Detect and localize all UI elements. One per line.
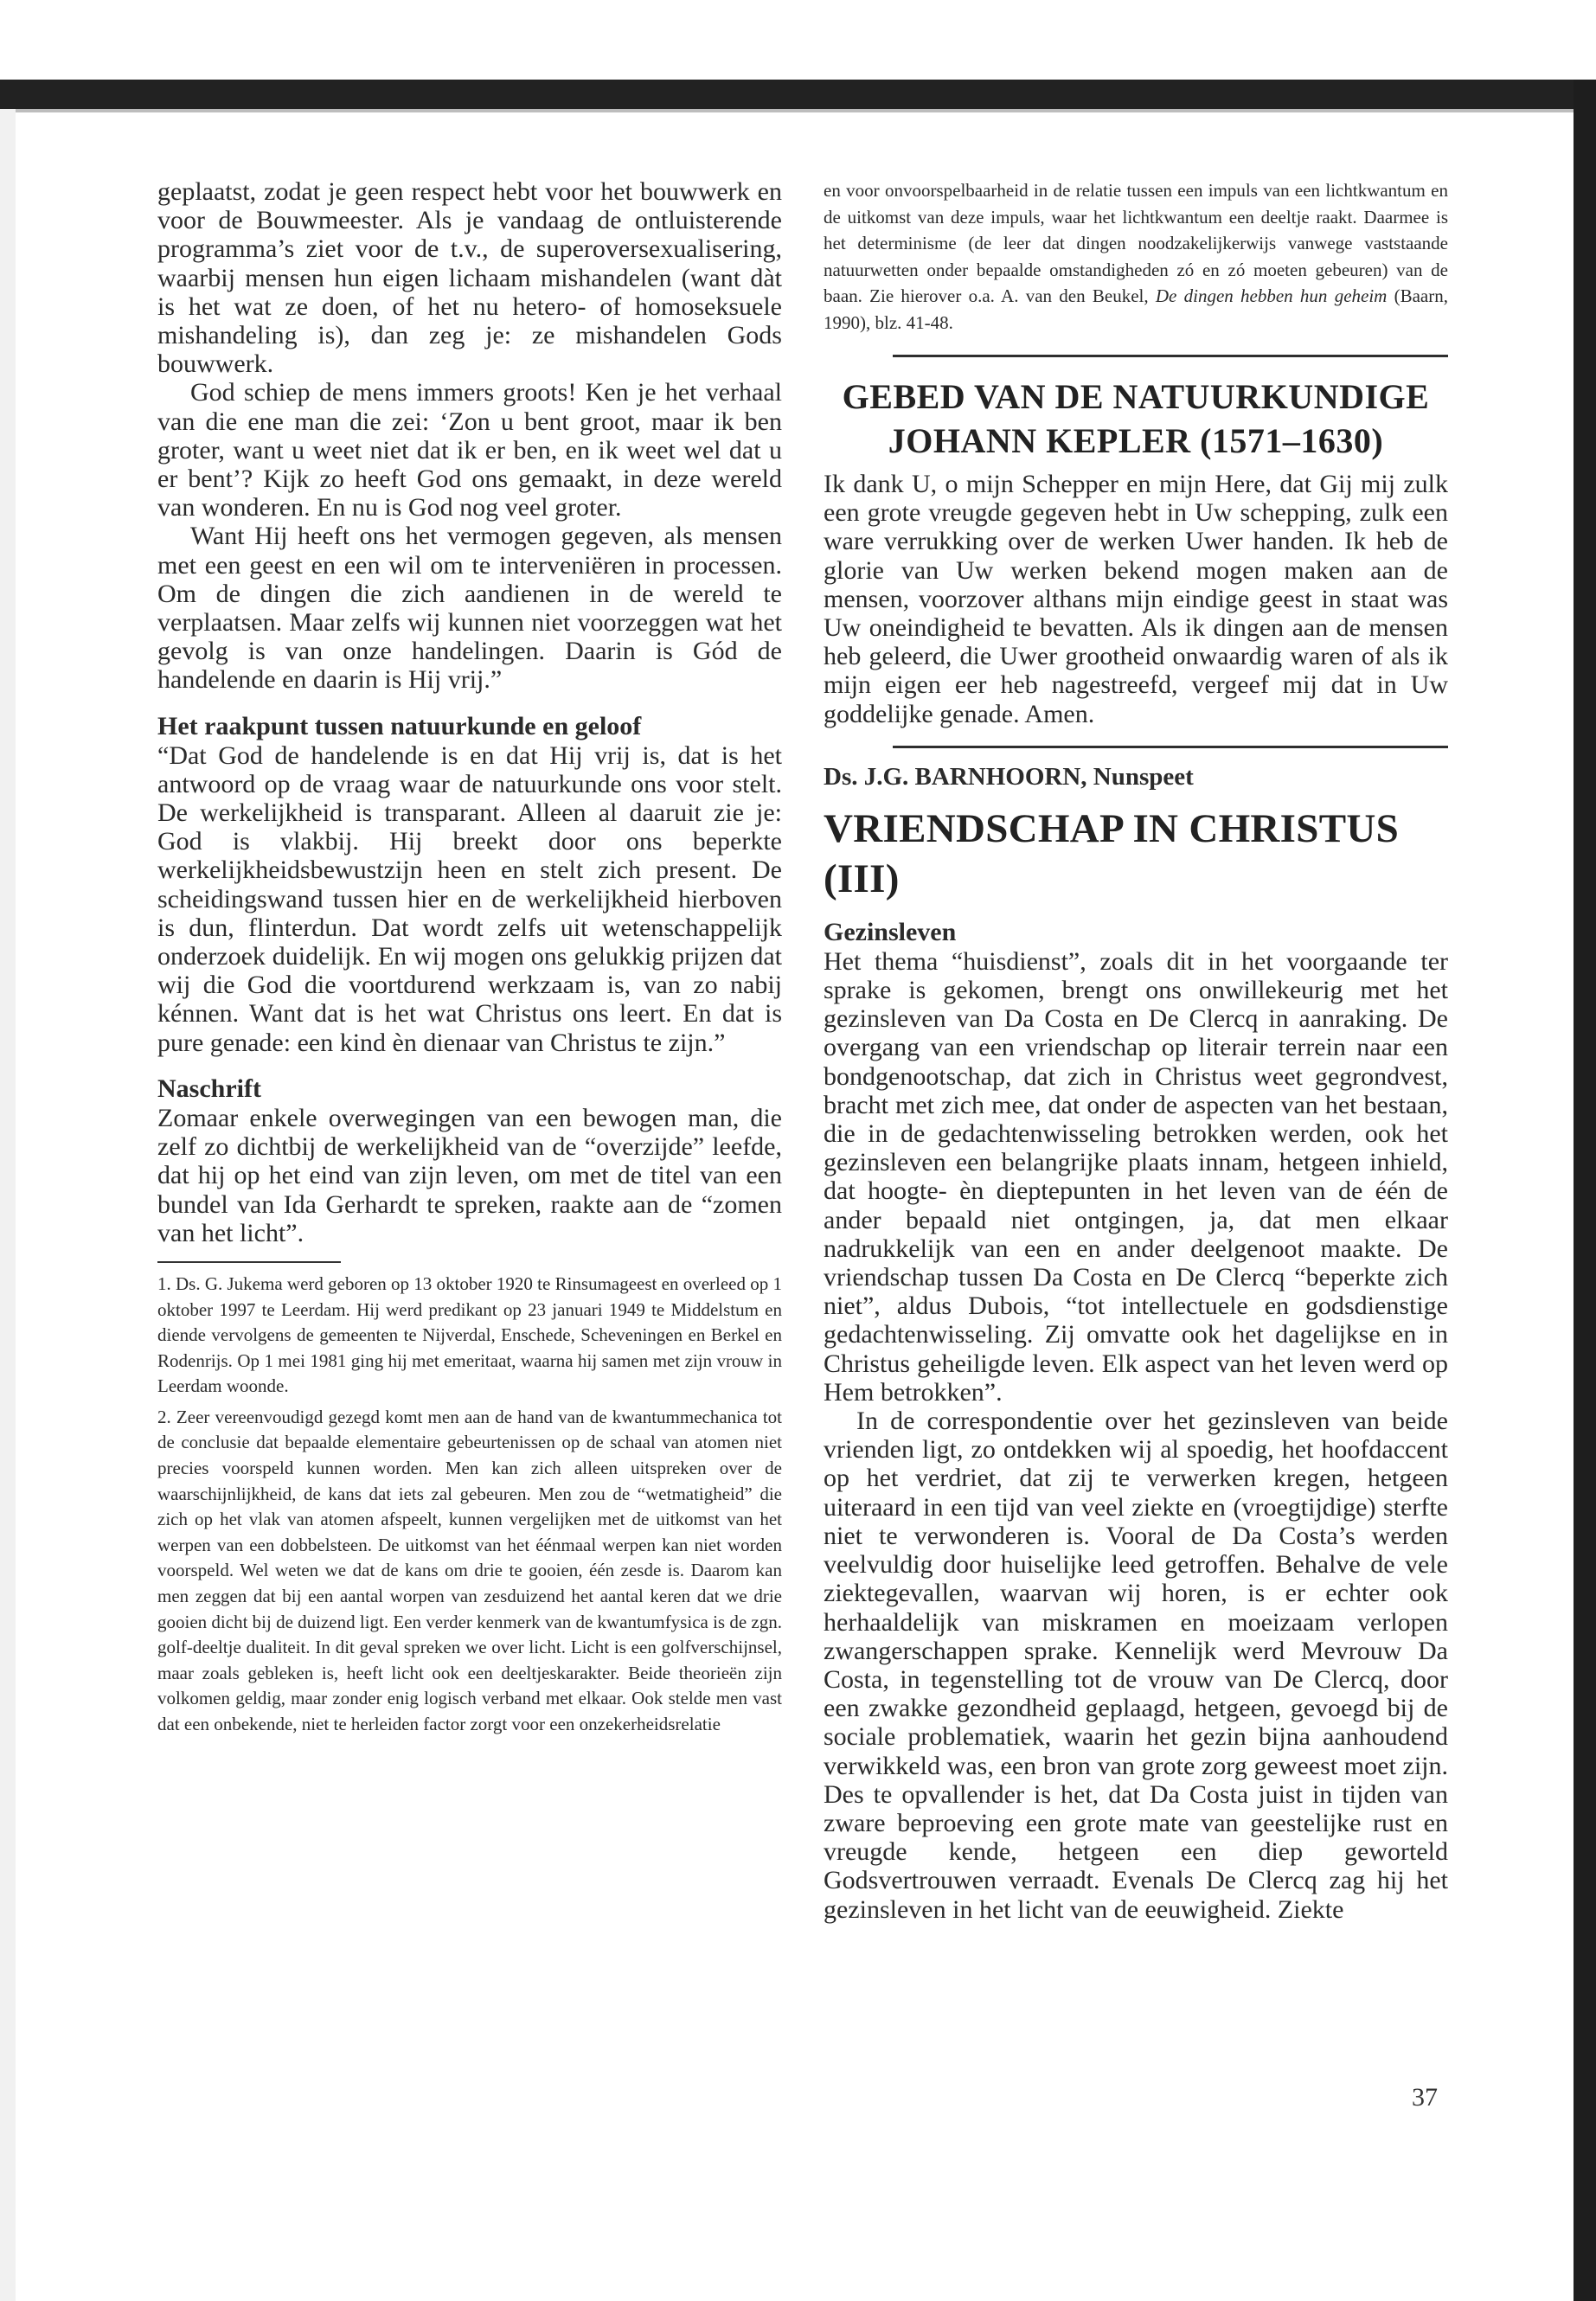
right-column [824, 177, 1448, 1924]
scan-top-border [0, 80, 1596, 109]
section-heading-raakpunt: Het raakpunt tussen natuurkunde en geloof [157, 711, 642, 740]
article-subheading: Gezinsleven [824, 917, 957, 946]
footnote-1: 1. Ds. G. Jukema werd geboren op 13 oktober 1920 te Rinsumageest en overleed op 1 oktober 1997 te Leerdam. Hij werd predikant op 23 januari 1949 te Middelstum en diende vervolgens de gemeenten te Nijverdal, Enschede, Scheveningen en Berkel en Rodenrijs. Op 1 mei 1981 ging hij met emeritaat, waarna hij samen met zijn vrouw in Leerdam woonde. [157, 1272, 782, 1397]
scan-right-border [1574, 80, 1596, 2301]
article-paragraph-2: In de correspondentie over het gezinsleven van beide vrienden ligt, zo ontdekken wij al spoedig, het hoofdaccent op het verdriet, dat zij te verwerken kregen, hetgeen uiteraard in een tijd van veel ziekte en (vroegtijdige) sterfte niet te verwonderen is. Vooral de Da Costa’s werden veelvuldig door huiselijke leed getroffen. Behalve de vele ziektegevallen, waarvan wij horen, is er echter ook herhaaldelijk van miskramen en moeizaam verlopen zwangerschappen sprake. Kennelijk werd Mevrouw Da Costa, in tegenstelling tot de vrouw van De Clercq, door een zwakke gezondheid geplaagd, hetgeen, gevoegd bij de sociale problematiek, waarin het gezin bijna aanhoudend verwikkeld was, een bron van grote zorg geweest moet zijn. Des te opvallender is het, dat Da Costa juist in tijden van zware beproeving een grote mate van geestelijke rust en vreugde kende, hetgeen een diep geworteld Godsvertrouwen verraadt. Evenals De Clercq zag hij het gezinsleven in het licht van de eeuwigheid. Ziekte [824, 1407, 1448, 1924]
article-title: VRIENDSCHAP IN CHRISTUS (III) [824, 805, 1400, 901]
footnote-divider [157, 1261, 341, 1263]
footnote-2-continued: en voor onvoorspelbaarheid in de relatie tussen een impuls van een lichtkwantum en de uitkomst van deze impuls, waar het lichtkwantum een deeltje raakt. Daarmee is het determinisme (de leer dat dingen noodzakelijkerwijs vanwege vaststaande natuurwetten onder bepaalde omstandigheden zó en zó moeten gebeuren) van de baan. Zie hierover o.a. A. van den Beukel, De dingen hebben hun geheim (Baarn, 1990), blz. 41-48. [824, 180, 1448, 333]
intro-paragraph-2: God schiep de mens immers groots! Ken je het verhaal van die ene man die zei: ‘Zon u bent groot, maar ik ben groter, want u weet niet dat ik er ben, en ik weet wel dat u er bent’? Kijk zo heeft God ons gemaakt, in deze wereld van wonderen. En nu is God nog veel groter. [157, 378, 782, 522]
section-divider-2 [893, 746, 1448, 748]
naschrift-paragraph: Zomaar enkele overwegingen van een bewogen man, die zelf zo dichtbij de werkelijkheid van de “overzijde” leefde, dat hij op het eind van zijn leven, om met de titel van een bundel van Ida Gerhardt te spreken, raakte aan de “zomen van het licht”. [157, 1103, 782, 1247]
intro-paragraph-3: Want Hij heeft ons het vermogen gegeven, als mensen met een geest en een wil om te interveniëren in processen. Om de dingen die zich aandienen in de wereld te verplaatsen. Maar zelfs wij kunnen niet voorzeggen wat het gevolg is van onze handelingen. Daarin is Gód de handelende en daarin is Hij vrij.” [157, 522, 782, 695]
scan-left-edge [0, 109, 16, 2301]
page-number: 37 [1412, 2083, 1438, 2112]
section-heading-naschrift: Naschrift [157, 1074, 261, 1103]
intro-paragraph-1: geplaatst, zodat je geen respect hebt voor het bouwwerk en voor de Bouwmeester. Als je vandaag de ontluisterende programma’s ziet voor de t.v., de superoversexualisering, waarbij mensen hun eigen lichaam mishandelen (want dàt is het wat ze doen, of het nu hetero- of homoseksuele mishandeling is), dan zeg je: ze mishandelen Gods bouwwerk. [157, 177, 782, 379]
article-paragraph-1: Het thema “huisdienst”, zoals dit in het voorgaande ter sprake is gekomen, brengt ons onwillekeurig met het gezinsleven van Da Costa en De Clercq in aanraking. De overgang van een vriendschap op literair terrein naar een bondgenootschap, dat zich in Christus weet gegrondvest, bracht met zich mee, dat onder de aspecten van het bestaan, die in de gedachtenwisseling betrokken werden, ook het gezinsleven een belangrijke plaats innam, hetgeen inhield, dat hoogte- èn dieptepunten in het leven van de één de ander bepaald niet ontgingen, ja, dat men elkaar nadrukkelijk van een en ander deelgenoot maakte. De vriendschap tussen Da Costa en De Clercq “beperkte zich niet”, aldus Dubois, “tot intellectuele en godsdienstige gedachtenwisseling. Zij omvatte ook het dagelijkse en in Christus geheiligde leven. Elk aspect van het leven werd op Hem betrokken”. [824, 946, 1448, 1407]
book-title: De dingen hebben hun geheim [1155, 285, 1388, 306]
raakpunt-paragraph: “Dat God de handelende is en dat Hij vrij is, dat is het antwoord op de vraag waar de natuurkunde ons voor stelt. De werkelijkheid is transparant. Alleen al daaruit zie je: God is vlakbij. Hij breekt door ons beperkte werkelijkheidsbewustzijn heen en stelt zich present. De scheidingswand tussen hier en de werkelijkheid hierboven is dun, flinterdun. Dat wordt zelfs uit wetenschappelijk onderzoek duidelijk. En wij mogen ons gelukkig prijzen dat wij die God die voortdurend werkzaam is, van zo nabij kénnen. Want dat is het wat Christus ons leert. En dat is pure genade: een kind èn dienaar van Christus te zijn.” [157, 740, 782, 1057]
footnote-2: 2. Zeer vereenvoudigd gezegd komt men aan de hand van de kwantummechanica tot de conclusie dat bepaalde elementaire gebeurtenissen op de schaal van atomen niet precies voorspeld kunnen worden. Men kan zich alleen uitspreken over de waarschijnlijkheid, de kans dat iets zal gebeuren. Men zou de “wetmatigheid” die zich op het vlak van atomen afspeelt, kunnen vergelijken met de uitkomst van het werpen van een dobbelsteen. De uitkomst van het éénmaal werpen kan niet worden voorspeld. Wel weten we dat de kans om drie te gooien, één zesde is. Daarom kan men zeggen dat bij een aantal worpen van zesduizend het aantal keren dat we drie gooien dicht bij de duizend ligt. Een verder kenmerk van de kwantumfysica is de zgn. golf-deeltje dualiteit. In dit geval spreken we over licht. Licht is een golfverschijnsel, maar zoals gebleken is, heeft licht ook een deeltjeskarakter. Beide theorieën zijn volkomen geldig, maar zonder enig logisch verband met elkaar. Ook stelde men vast dat een onbekende, niet te herleiden factor zorgt voor een onzekerheidsrelatie [157, 1406, 782, 1734]
prayer-text: Ik dank U, o mijn Schepper en mijn Here, dat Gij mij zulk een grote vreugde gegeven hebt in Uw schepping, zulk een ware verrukking over de werken Uwer handen. Ik heb de glorie van Uw werken bekend mogen maken aan de mensen, voorzover althans mijn eindige geest in staat was Uw oneindigheid te bevatten. Als ik dingen aan de mensen heb geleerd, die Uwer grootheid onwaardig waren of als ik mijn eigen eer heb nagestreefd, vergeef mij dat in Uw goddelijke genade. Amen. [824, 470, 1448, 728]
left-column [157, 177, 782, 1738]
scan-top-edge [0, 109, 1596, 112]
article-author: Ds. J.G. BARNHOORN, Nunspeet [824, 762, 1194, 791]
prayer-title-line-2: JOHANN KEPLER (1571–1630) [888, 421, 1384, 460]
section-divider [893, 355, 1448, 357]
prayer-title-line-1: GEBED VAN DE NATUURKUNDIGE [842, 377, 1430, 416]
